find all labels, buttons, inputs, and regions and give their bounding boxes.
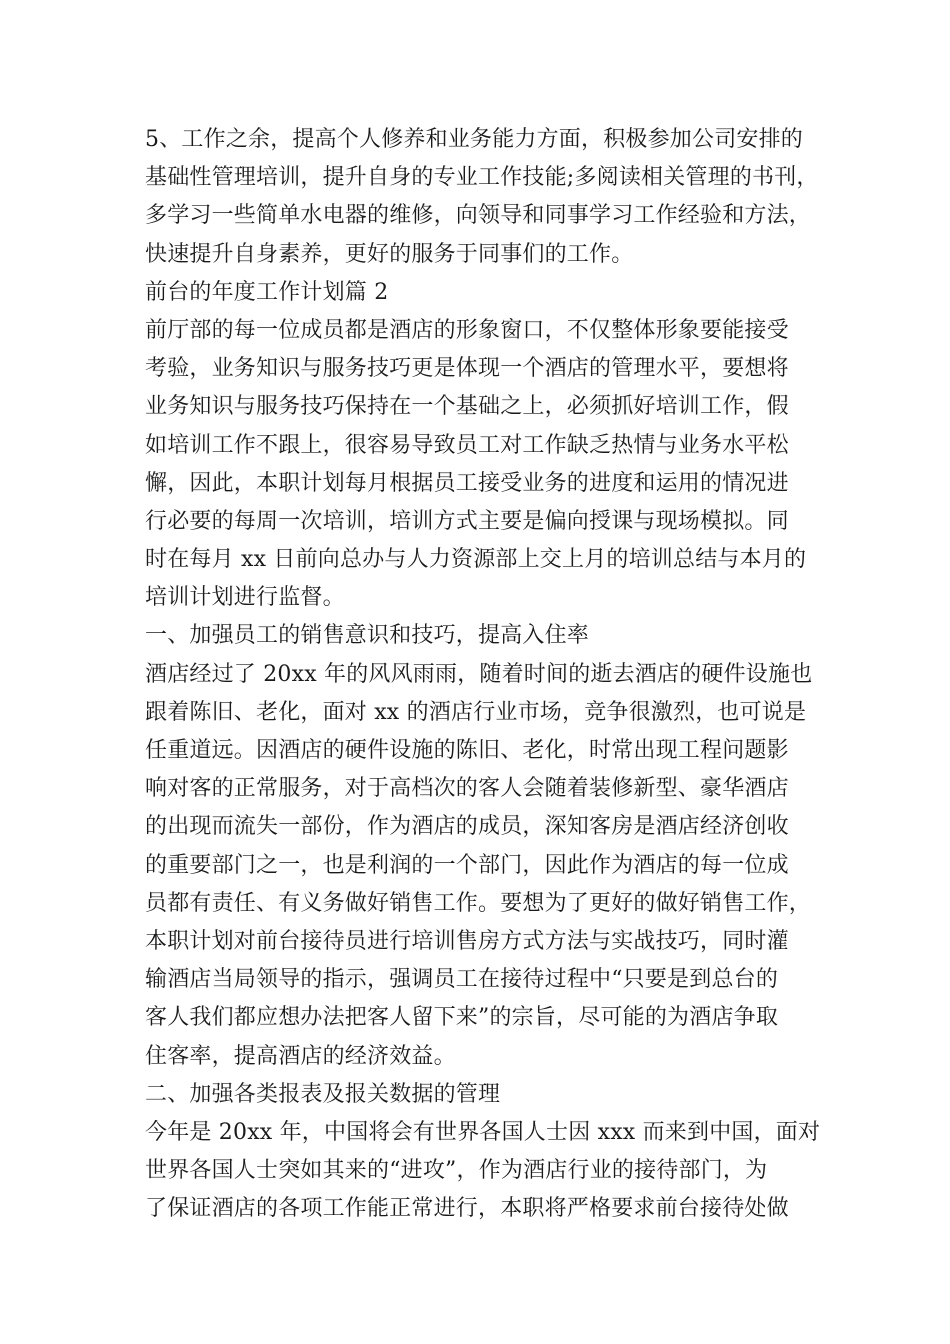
- text-line: 的出现而流失一部份，作为酒店的成员，深知客房是酒店经济创收: [145, 814, 789, 840]
- text-line: 培训计划进行监督。: [145, 585, 345, 611]
- section-heading: 一、加强员工的销售意识和技巧，提高入住率: [145, 623, 590, 649]
- text-line: 多学习一些简单水电器的维修，向领导和同事学习工作经验和方法，: [145, 203, 812, 229]
- text-line: 响对客的正常服务，对于高档次的客人会随着装修新型、豪华酒店: [145, 776, 789, 802]
- text-line: 了保证酒店的各项工作能正常进行，本职将严格要求前台接待处做: [145, 1196, 789, 1222]
- text-line: 今年是 20xx 年，中国将会有世界各国人士因 xxx 而来到中国，面对: [145, 1119, 821, 1145]
- text-line: 跟着陈旧、老化，面对 xx 的酒店行业市场，竞争很激烈，也可说是: [145, 699, 807, 725]
- text-line: 快速提升自身素养，更好的服务于同事们的工作。: [145, 241, 634, 267]
- text-line: 世界各国人士突如其来的“进攻”，作为酒店行业的接待部门，为: [145, 1158, 768, 1184]
- text-line: 时在每月 xx 日前向总办与人力资源部上交上月的培训总结与本月的: [145, 547, 807, 573]
- document-body: [145, 121, 825, 1228]
- text-line: 本职计划对前台接待员进行培训售房方式方法与实战技巧，同时灌: [145, 928, 789, 954]
- text-line: 的重要部门之一，也是利润的一个部门，因此作为酒店的每一位成: [145, 852, 789, 878]
- text-line: 如培训工作不跟上，很容易导致员工对工作缺乏热情与业务水平松: [145, 432, 789, 458]
- text-line: 任重道远。因酒店的硬件设施的陈旧、老化，时常出现工程问题影: [145, 738, 789, 763]
- text-line: 客人我们都应想办法把客人留下来”的宗旨，尽可能的为酒店争取: [145, 1005, 779, 1031]
- text-line: 5、工作之余，提高个人修养和业务能力方面，积极参加公司安排的: [145, 127, 803, 152]
- text-line: 业务知识与服务技巧保持在一个基础之上，必须抓好培训工作，假: [145, 394, 789, 420]
- text-line: 前厅部的每一位成员都是酒店的形象窗口，不仅整体形象要能接受: [145, 317, 789, 343]
- text-line: 考验，业务知识与服务技巧更是体现一个酒店的管理水平，要想将: [145, 356, 789, 382]
- text-line: 基础性管理培训，提升自身的专业工作技能;多阅读相关管理的书刊，: [145, 165, 819, 191]
- text-line: 懈，因此，本职计划每月根据员工接受业务的进度和运用的情况进: [145, 470, 789, 496]
- text-line: 酒店经过了 20xx 年的风风雨雨，随着时间的逝去酒店的硬件设施也: [145, 661, 813, 687]
- text-line: 行必要的每周一次培训，培训方式主要是偏向授课与现场模拟。同: [145, 508, 789, 534]
- text-line: 员都有责任、有义务做好销售工作。要想为了更好的做好销售工作，: [145, 890, 812, 916]
- section-heading: 前台的年度工作计划篇 2: [145, 279, 389, 305]
- text-line: 住客率，提高酒店的经济效益。: [145, 1043, 456, 1069]
- section-heading: 二、加强各类报表及报关数据的管理: [145, 1081, 501, 1107]
- text-line: 输酒店当局领导的指示，强调员工在接待过程中“只要是到总台的: [145, 967, 779, 993]
